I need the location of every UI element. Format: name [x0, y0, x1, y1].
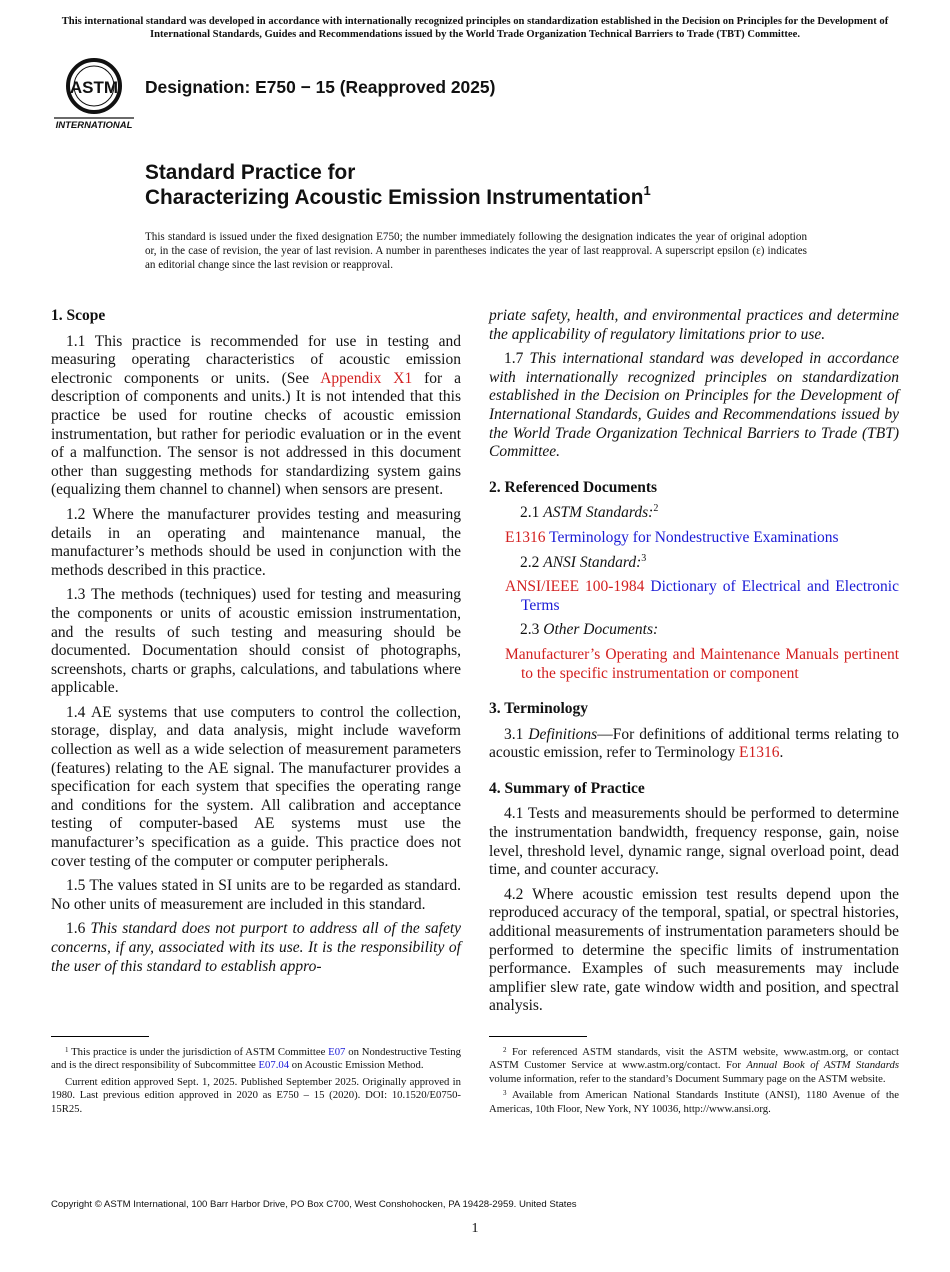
text: priate safety, health, and environmental practices and determine the applicability of regulatory limitations prior to use. — [489, 307, 899, 343]
reference-ansi-ieee — [489, 578, 899, 615]
term: Definitions — [528, 725, 598, 743]
title-text: Characterizing Acoustic Emission Instrumentation — [145, 186, 644, 209]
ansi-ieee-title-link[interactable]: Dictionary of Electrical and Electronic Terms — [521, 578, 899, 614]
paragraph-1-7 — [489, 350, 899, 462]
text: This practice is under the jurisdiction of ASTM Committee — [68, 1046, 329, 1058]
title-line-2 — [145, 185, 651, 210]
subsection-2-2 — [489, 554, 899, 573]
footnote-mark: 3 — [503, 1089, 507, 1098]
issuance-note: This standard is issued under the fixed designation E750; the number immediately following the designation indicates the year of original adoption or, in the case of revision, the year of last revision. A number in parentheses indicates the year of last reapproval. A superscript epsilon (ε) indicates an editorial change since the last revision or reapproval. — [145, 231, 807, 271]
footnote-divider — [51, 1036, 149, 1037]
subsection-2-1 — [489, 504, 899, 523]
e1316-title-link[interactable]: Terminology for Nondestructive Examinations — [545, 528, 839, 546]
paragraph-3-1 — [489, 726, 899, 763]
paragraph-number: 2.2 — [520, 553, 544, 571]
text: ASTM Standards: — [543, 504, 654, 522]
title-line-1: Standard Practice for — [145, 161, 356, 184]
footnote-mark: 2 — [653, 503, 659, 515]
paragraph-number: 3.1 — [504, 725, 529, 743]
tbt-notice: This international standard was developed in accordance with internationally recognized principles on standardization established in the Decision on Principles for the Development of International Standards, Guides and Recommendations issued by the World Trade Organization Technical Barriers to Trade (TBT) Committee. — [61, 16, 889, 40]
document-title — [145, 160, 651, 210]
text: for a description of components and units.) It is not intended that this practice be used for routine checks of acoustic emission instrumentation, but rather for periodic evaluation or in the event of a malfunction. The sensor is not addressed in this document other than suggesting methods for standardizing system gains (equalizing them channel to channel) when sensors are present. — [51, 369, 462, 499]
text: Available from American National Standards Institute (ANSI), 1180 Avenue of the Americas, 10th Floor, New York, NY 10036, http://www.ansi.org. — [489, 1089, 899, 1115]
section-heading-scope: 1. Scope — [51, 307, 106, 324]
text: 1.1 This practice is recommended for use in testing and measuring operating characteristics of acoustic emission electronic components or units. (See — [51, 332, 461, 387]
footnote-mark: 3 — [641, 552, 647, 564]
text: Other Documents: — [543, 621, 659, 639]
footnote-2 — [489, 1046, 899, 1086]
footnote-divider — [489, 1036, 587, 1037]
text: on Acoustic Emission Method. — [289, 1059, 424, 1072]
footnote-mark: 2 — [503, 1046, 507, 1054]
edition-note: Current edition approved Sept. 1, 2025. Published September 2025. Originally approved in 1980. Last previous edition approved in 2020 as E750 – 15 (2020). DOI: 10.1520/E0750-15R25. — [51, 1075, 461, 1115]
footnote-1 — [51, 1046, 461, 1073]
paragraph-number: 2.3 — [520, 621, 544, 639]
logo-subtext: INTERNATIONAL — [55, 120, 133, 131]
text: This standard does not purport to address all of the safety concerns, if any, associated with its use. It is the responsibility of the user of this standard to establish appro- — [51, 920, 462, 975]
left-column — [51, 307, 461, 982]
paragraph-4-1: 4.1 Tests and measurements should be performed to determine the instrumentation bandwidth, frequency response, gain, noise level, threshold level, dynamic range, signal overload point, dead time, and counter accuracy. — [489, 805, 899, 879]
footnotes-left — [51, 1046, 461, 1119]
appendix-x1-link[interactable]: Appendix X1 — [320, 369, 413, 387]
section-heading-terminology: 3. Terminology — [489, 700, 589, 718]
section-heading-summary: 4. Summary of Practice — [489, 779, 645, 797]
text: volume information, refer to the standard’s Document Summary page on the ASTM website. — [489, 1072, 886, 1085]
text: Annual Book of ASTM Standards — [746, 1059, 900, 1072]
text: For referenced ASTM standards, visit the ASTM website, www.astm.org, or contact ASTM Customer Service at www.astm.org/contact. For — [489, 1046, 899, 1072]
copyright-line: Copyright © ASTM International, 100 Barr Harbor Drive, PO Box C700, West Conshohocken, PA 19428-2959. United States — [51, 1199, 577, 1210]
text: on Nondestructive Testing and is the direct responsibility of Subcommittee — [51, 1046, 461, 1072]
text: —For definitions of additional terms relating to acoustic emission, refer to Terminology — [489, 725, 899, 762]
paragraph-1-2: 1.2 Where the manufacturer provides testing and measuring details in an operating and maintenance manual, the manufacturer’s methods should be used in conjunction with the methods described in this practice. — [51, 505, 461, 579]
subcommittee-e07-04-link[interactable]: E07.04 — [258, 1059, 290, 1072]
footnotes-right — [489, 1046, 899, 1119]
footnote-mark: 1 — [65, 1046, 69, 1054]
paragraph-1-6-continued — [489, 307, 899, 344]
paragraph-1-5: 1.5 The values stated in SI units are to be regarded as standard. No other units of measurement are included in this standard. — [51, 877, 461, 913]
text: . — [779, 744, 784, 762]
text: ANSI Standard: — [543, 553, 642, 571]
subsection-2-3 — [489, 621, 899, 640]
e1316-link[interactable]: E1316 — [739, 744, 780, 762]
paragraph-number: 1.6 — [66, 920, 91, 938]
e1316-link[interactable]: E1316 — [505, 528, 546, 546]
page-number: 1 — [471, 1221, 479, 1236]
astm-logo — [52, 56, 136, 132]
title-footnote-mark: 1 — [643, 183, 651, 198]
text: This international standard was developed in accordance with internationally recognized principles on standardization established in the Decision on Principles for the Development of International Standards, Guides and Recommendations issued by the World Trade Organization Technical Barriers to Trade (TBT) Committee. — [489, 350, 899, 461]
reference-e1316 — [489, 529, 899, 548]
ansi-ieee-link[interactable]: ANSI/IEEE 100-1984 — [505, 578, 645, 596]
paragraph-1-6 — [51, 920, 461, 976]
paragraph-1-1 — [51, 333, 461, 500]
designation: Designation: E750 − 15 (Reapproved 2025) — [145, 77, 496, 97]
right-column — [489, 307, 899, 1022]
paragraph-1-3: 1.3 The methods (techniques) used for testing and measuring the components or units of acoustic emission instrumentation, and the results of such testing and measuring should be documented. Documentation should consist of photographs, screenshots, charts or graphs, calculations, and tabulations where applicable. — [51, 586, 461, 697]
paragraph-4-2: 4.2 Where acoustic emission test results depend upon the reproduced accuracy of the temporal, spatial, or spectral histories, additional measurements of instrumentation parameters should be performed to determine the specific limits of instrumentation performance. Examples of such measurements may include amplifier slew rate, gate window width and position, and spectral analysis. — [489, 885, 899, 1015]
footnote-3 — [489, 1089, 899, 1116]
reference-manufacturer-manuals[interactable]: Manufacturer’s Operating and Maintenance Manuals pertinent to the specific instrumentation or component — [505, 645, 899, 682]
logo-text: ASTM — [69, 78, 119, 97]
paragraph-number: 2.1 — [520, 504, 544, 522]
section-heading-referenced-documents: 2. Referenced Documents — [489, 478, 658, 496]
paragraph-1-4: 1.4 AE systems that use computers to control the collection, storage, display, and data analysis, might include waveform collection as well as a wide selection of measurement parameters (features) relating to the AE signal. The manufacturer provides a specification for each system that specifies the operating range and conditions for the system. All calibration and acceptance testing of computer-based AE systems must use the manufacturer’s specification as a guide. This practice does not cover testing of the computer or computer peripherals. — [51, 703, 461, 870]
committee-e07-link[interactable]: E07 — [328, 1046, 346, 1058]
paragraph-number: 1.7 — [504, 350, 530, 368]
